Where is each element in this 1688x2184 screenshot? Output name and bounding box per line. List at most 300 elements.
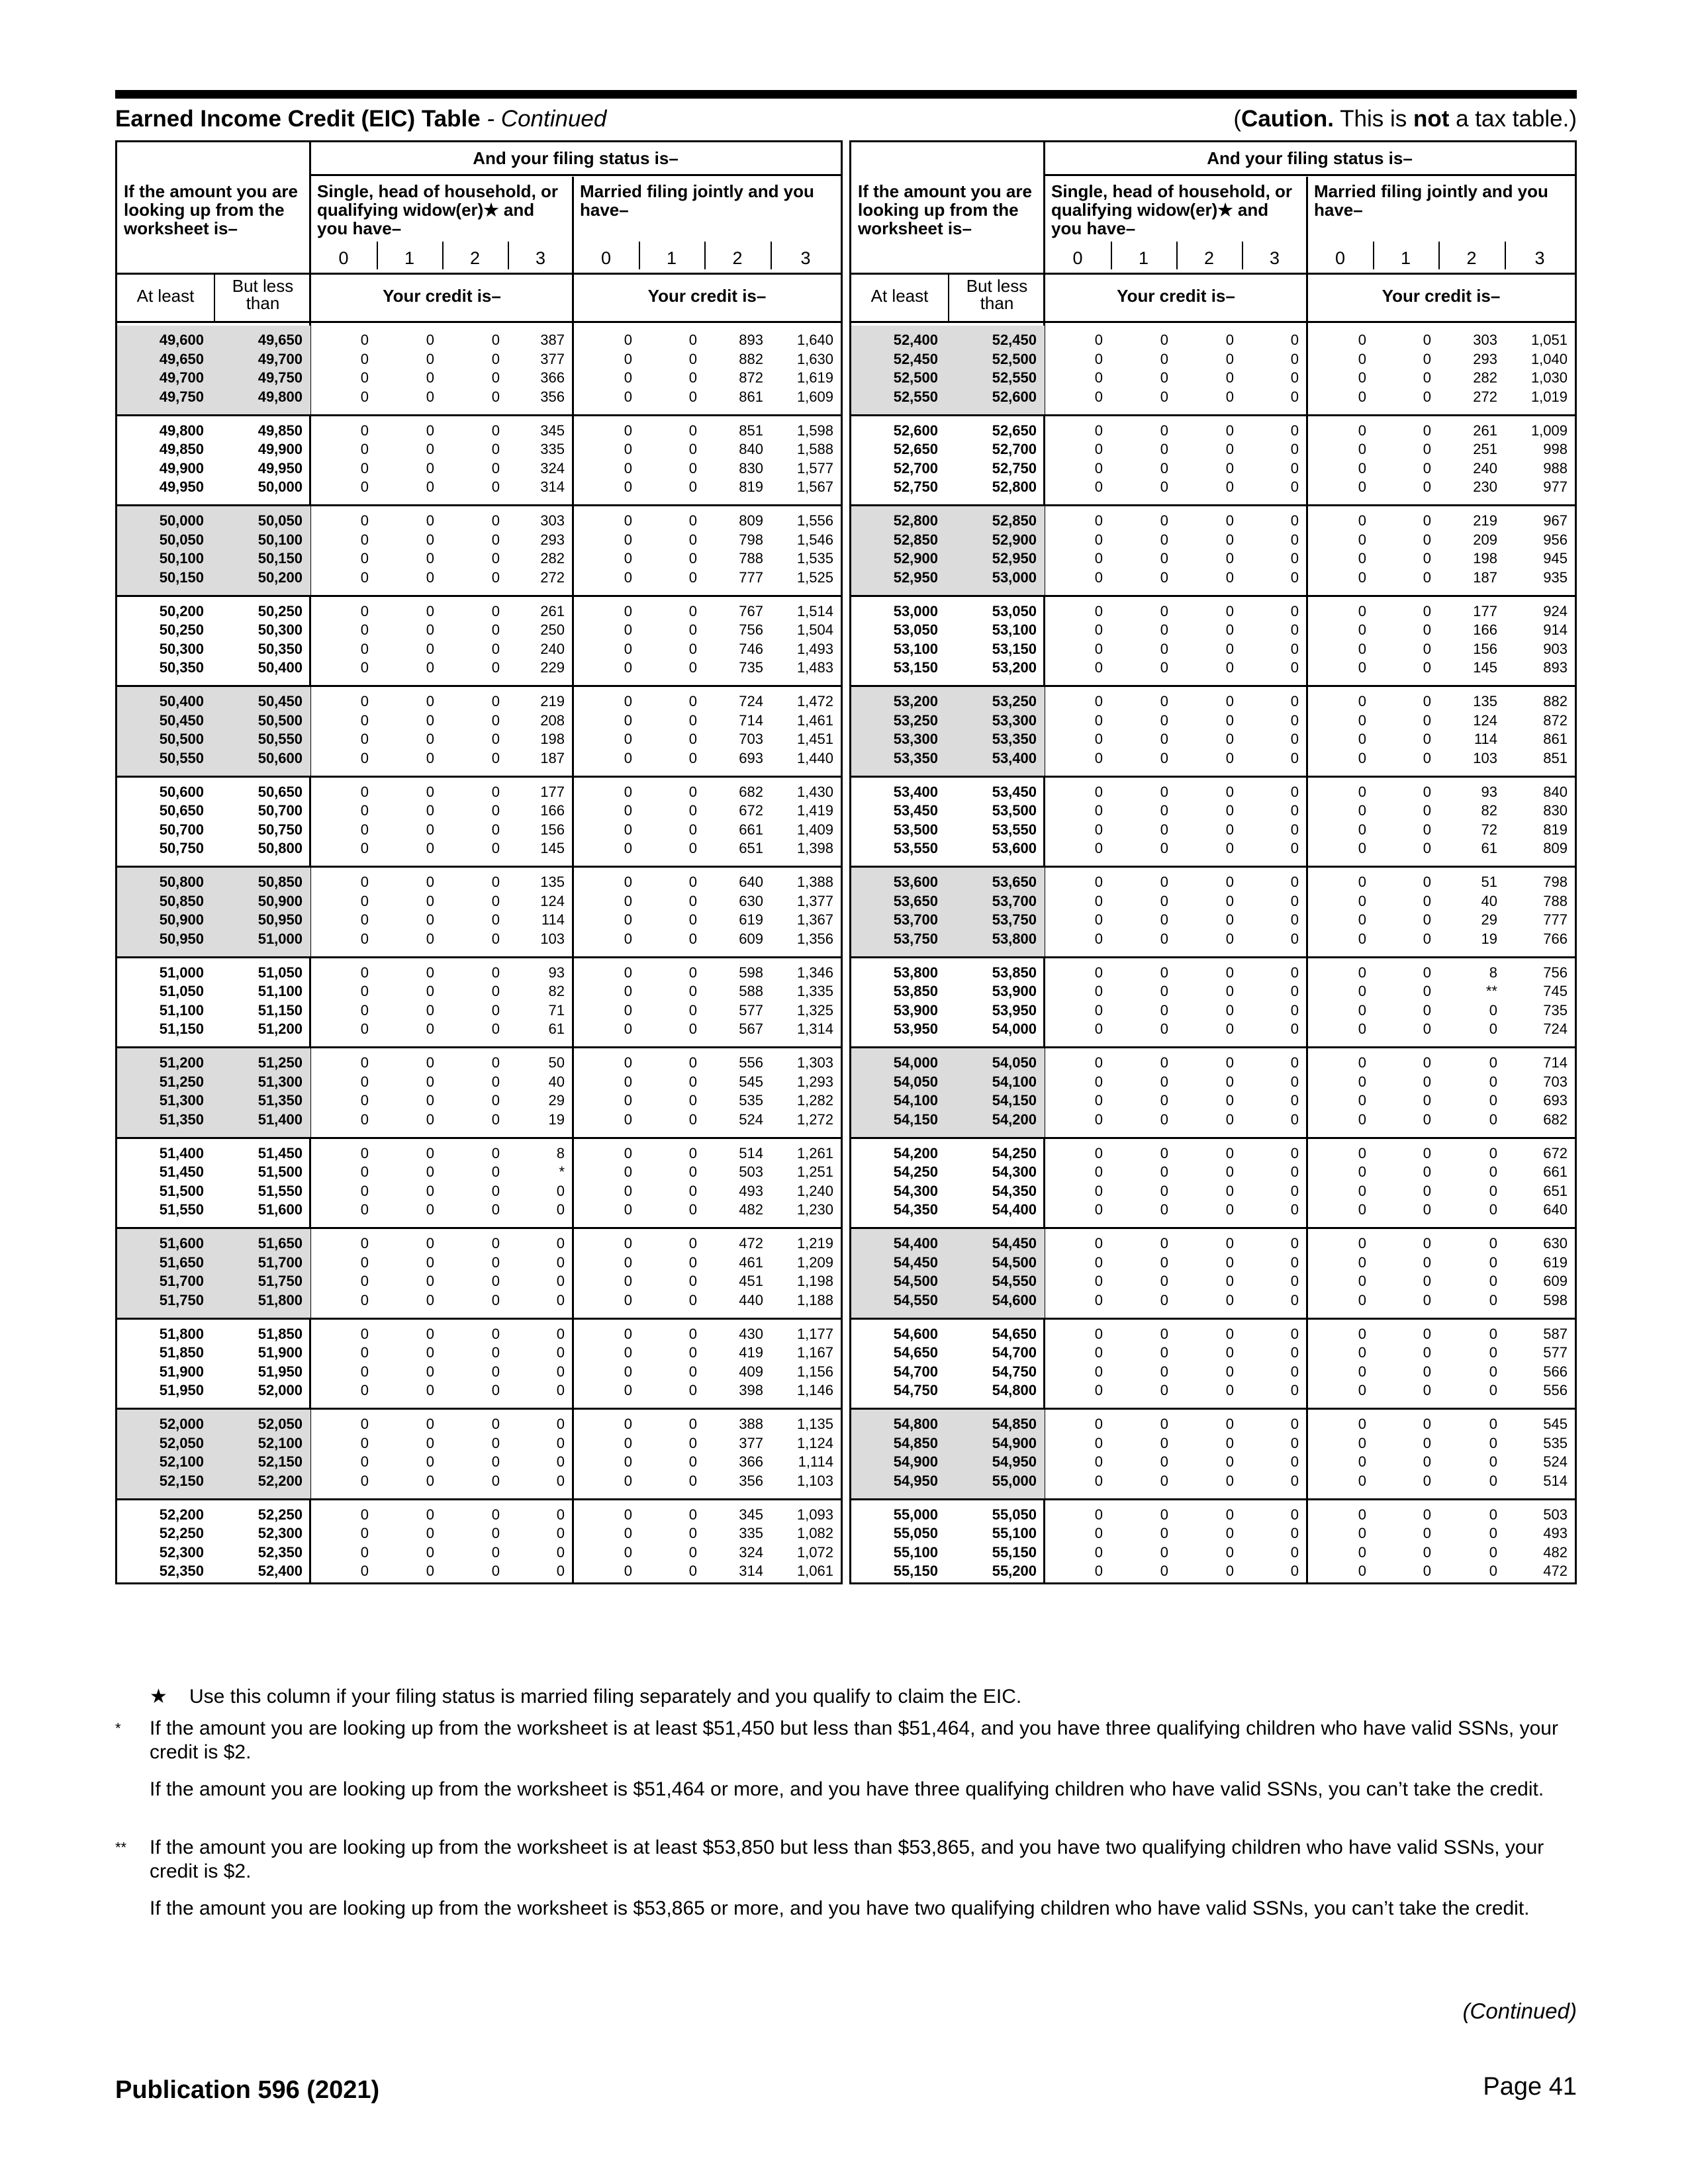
cell-at-least: 53,700 (893, 911, 938, 928)
cell-credit: 0 (1225, 1111, 1234, 1128)
cell-credit: 0 (360, 1325, 369, 1342)
cell-credit: 0 (556, 1291, 565, 1308)
cell-credit: 0 (688, 1325, 697, 1342)
cell-credit: 345 (739, 1506, 763, 1523)
cell-but-less: 51,650 (258, 1235, 303, 1251)
cell-credit: 619 (1543, 1253, 1568, 1271)
cell-credit: 619 (739, 911, 763, 928)
cell-credit: 0 (491, 711, 500, 729)
cell-credit: 324 (540, 459, 565, 477)
cell-at-least: 50,100 (159, 550, 204, 567)
cell-credit: 0 (1423, 821, 1431, 838)
cell-credit: 0 (1489, 1273, 1497, 1289)
cell-credit: 0 (624, 874, 632, 890)
cell-credit: 0 (1358, 1506, 1366, 1523)
cell-credit: 0 (491, 332, 500, 348)
cell-at-least: 54,000 (893, 1054, 938, 1071)
cell-but-less: 53,450 (992, 783, 1037, 800)
cell-credit: 545 (739, 1073, 763, 1090)
cell-credit: 0 (491, 783, 500, 800)
cell-credit: 240 (1473, 459, 1497, 477)
cell-credit: 0 (1160, 422, 1168, 439)
cell-but-less: 50,750 (258, 821, 303, 838)
cell-credit: 1,419 (796, 802, 833, 819)
cell-credit: 0 (624, 602, 632, 619)
cell-credit: 0 (624, 1021, 632, 1037)
cell-credit: 724 (1543, 1021, 1568, 1037)
footnote-single-mark: * (115, 1720, 121, 1737)
cell-credit: 0 (1094, 1525, 1103, 1541)
cell-credit: 609 (739, 930, 763, 947)
cell-credit: 567 (739, 1021, 763, 1037)
cell-credit: 0 (688, 1253, 697, 1271)
cell-credit: 1,009 (1530, 422, 1568, 439)
cell-credit: 1,356 (796, 930, 833, 947)
cell-credit: 0 (1160, 892, 1168, 909)
cell-credit: 0 (1160, 659, 1168, 676)
row-group (117, 1500, 841, 1589)
cell-credit: 0 (556, 1235, 565, 1251)
table-row (851, 478, 1575, 496)
cell-credit: 0 (624, 783, 632, 800)
cell-at-least: 51,500 (159, 1182, 204, 1199)
table-row (117, 911, 841, 929)
table-row (851, 930, 1575, 948)
table-row (851, 1325, 1575, 1343)
cell-credit: 0 (491, 478, 500, 495)
cell-credit: 1,251 (796, 1163, 833, 1180)
cell-credit: 0 (1423, 1163, 1431, 1180)
cell-at-least: 51,600 (159, 1235, 204, 1251)
cell-credit: 0 (1160, 1144, 1168, 1161)
cell-credit: 0 (360, 1021, 369, 1037)
table-row (851, 422, 1575, 440)
cell-credit: 0 (1358, 621, 1366, 638)
table-row (851, 1001, 1575, 1020)
cell-credit: 0 (426, 602, 434, 619)
table-row (851, 1343, 1575, 1362)
cell-credit: 0 (1225, 731, 1234, 747)
cell-credit: 0 (1094, 369, 1103, 386)
cell-credit: 0 (624, 749, 632, 766)
cell-credit: 0 (491, 350, 500, 367)
table-row (117, 801, 841, 820)
cell-credit: 0 (1489, 1182, 1497, 1199)
row-group (117, 868, 841, 956)
cell-credit: 0 (1358, 1472, 1366, 1489)
cell-but-less: 55,150 (992, 1543, 1037, 1561)
cell-credit: 661 (1543, 1163, 1568, 1180)
table-row (851, 1054, 1575, 1072)
cell-credit: 0 (624, 1563, 632, 1579)
table-row (851, 911, 1575, 929)
cell-credit: 0 (491, 422, 500, 439)
cell-at-least: 54,600 (893, 1325, 938, 1342)
cell-credit: 0 (624, 388, 632, 405)
star-icon: ★ (150, 1686, 167, 1707)
cell-credit: 0 (1225, 659, 1234, 676)
table-row (851, 388, 1575, 406)
cell-but-less: 54,200 (992, 1111, 1037, 1128)
cell-credit: 0 (1423, 840, 1431, 856)
cell-credit: 661 (739, 821, 763, 838)
cell-at-least: 51,650 (159, 1253, 204, 1271)
cell-credit: 0 (426, 711, 434, 729)
cell-credit: 651 (1543, 1182, 1568, 1199)
cell-credit: 0 (491, 930, 500, 947)
cell-credit: 0 (1094, 478, 1103, 495)
footnote-single-text-1: If the amount you are looking up from the worksheet is at least $51,450 but less than $51,464, and you have three qualifying children who have valid SSNs, your credit is $2. (150, 1717, 1558, 1763)
cell-credit: 0 (1358, 911, 1366, 928)
cell-credit: 0 (1358, 840, 1366, 856)
cell-credit: 0 (1225, 1506, 1234, 1523)
cell-credit: 0 (688, 1291, 697, 1308)
cell-credit: 945 (1543, 550, 1568, 567)
cell-credit: 0 (1290, 1021, 1299, 1037)
married-credit-heading: Your credit is– (647, 286, 767, 306)
cell-at-least: 53,850 (893, 983, 938, 999)
cell-credit: 0 (624, 621, 632, 638)
cell-credit: 0 (1160, 1111, 1168, 1128)
cell-at-least: 49,700 (159, 369, 204, 386)
cell-credit: 0 (360, 1092, 369, 1109)
cell-credit: 0 (426, 892, 434, 909)
cell-credit: 409 (739, 1363, 763, 1380)
cell-credit: 0 (1290, 1111, 1299, 1128)
cell-credit: 0 (1225, 550, 1234, 567)
cell-credit: 388 (739, 1416, 763, 1432)
table-row (117, 711, 841, 730)
cell-credit: 0 (426, 1235, 434, 1251)
row-group (117, 326, 841, 414)
cell-credit: 0 (1358, 821, 1366, 838)
cell-but-less: 51,950 (258, 1363, 303, 1380)
cell-credit: 0 (360, 1235, 369, 1251)
cell-credit: 0 (491, 1416, 500, 1432)
cell-credit: 0 (688, 531, 697, 548)
table-row (851, 1234, 1575, 1253)
row-group (851, 868, 1575, 956)
cell-credit: 0 (1160, 640, 1168, 657)
cell-at-least: 51,050 (159, 983, 204, 999)
cell-credit: 250 (540, 621, 565, 638)
cell-credit: 0 (556, 1382, 565, 1398)
cell-credit: 1,230 (796, 1201, 833, 1218)
cell-credit: 0 (624, 1291, 632, 1308)
cell-credit: 0 (1160, 1201, 1168, 1218)
cell-credit: 0 (1358, 1235, 1366, 1251)
cell-credit: 1,451 (796, 731, 833, 747)
cell-credit: 766 (1543, 930, 1568, 947)
cell-at-least: 55,050 (893, 1525, 938, 1541)
cell-credit: 135 (1473, 693, 1497, 709)
row-group (851, 326, 1575, 414)
cell-credit: 1,167 (796, 1344, 833, 1361)
cell-credit: 830 (739, 459, 763, 477)
cell-credit: 0 (556, 1543, 565, 1561)
cell-credit: 0 (556, 1472, 565, 1489)
cell-credit: 0 (1423, 1563, 1431, 1579)
cell-credit: 703 (1543, 1073, 1568, 1090)
cell-credit: 0 (1423, 1506, 1431, 1523)
table-row (117, 602, 841, 621)
footnote-single-text-2: If the amount you are looking up from the worksheet is $51,464 or more, and you have three qualifying children who have valid SSNs, you can’t take the credit. (150, 1778, 1544, 1800)
cell-credit: 0 (1225, 1563, 1234, 1579)
table-row (117, 892, 841, 911)
cell-credit: 0 (624, 892, 632, 909)
cell-credit: 0 (1160, 911, 1168, 928)
cell-credit: 0 (688, 964, 697, 981)
cell-at-least: 53,050 (893, 621, 938, 638)
cell-at-least: 54,900 (893, 1453, 938, 1470)
married-heading: Married filing jointly and you have– (1314, 181, 1548, 220)
cell-credit: 0 (1423, 621, 1431, 638)
cell-credit: 0 (426, 1543, 434, 1561)
cell-but-less: 54,100 (992, 1073, 1037, 1090)
cell-credit: 0 (624, 1235, 632, 1251)
cell-credit: 240 (540, 640, 565, 657)
cell-credit: 145 (540, 840, 565, 856)
cell-but-less: 50,250 (258, 602, 303, 619)
cell-credit: 0 (688, 1382, 697, 1398)
cell-credit: 0 (624, 840, 632, 856)
cell-credit: 0 (1423, 1416, 1431, 1432)
cell-but-less: 50,400 (258, 659, 303, 676)
cell-credit: 0 (491, 1163, 500, 1180)
cell-credit: 0 (426, 621, 434, 638)
cell-credit: 93 (548, 964, 565, 981)
cell-credit: 798 (1543, 874, 1568, 890)
amount-split (948, 274, 949, 322)
cell-credit: 0 (556, 1253, 565, 1271)
cell-credit: 1,198 (796, 1273, 833, 1289)
cell-credit: 0 (1423, 1144, 1431, 1161)
cell-credit: 0 (1160, 512, 1168, 529)
cell-credit: 1,525 (796, 569, 833, 586)
cell-but-less: 50,550 (258, 731, 303, 747)
cell-credit: 0 (491, 388, 500, 405)
cell-but-less: 52,850 (992, 512, 1037, 529)
cell-credit: 0 (491, 821, 500, 838)
cell-credit: 0 (1160, 1163, 1168, 1180)
cell-credit: 0 (624, 1273, 632, 1289)
cell-credit: 0 (1290, 1543, 1299, 1561)
table-row (117, 621, 841, 639)
cell-credit: 0 (1225, 388, 1234, 405)
cell-credit: 1,314 (796, 1021, 833, 1037)
cell-credit: 0 (1160, 1382, 1168, 1398)
cell-credit: 0 (1160, 1325, 1168, 1342)
table-row (117, 1272, 841, 1291)
married-children-3: 3 (800, 248, 811, 268)
cell-at-least: 50,400 (159, 693, 204, 709)
table-row (851, 964, 1575, 982)
cell-credit: 0 (624, 332, 632, 348)
cell-credit: 0 (1358, 964, 1366, 981)
cell-credit: 0 (1423, 1291, 1431, 1308)
cell-credit: 398 (739, 1382, 763, 1398)
cell-credit: 0 (426, 1325, 434, 1342)
cell-credit: 0 (1225, 1344, 1234, 1361)
table-row (851, 839, 1575, 858)
cell-credit: 0 (1358, 388, 1366, 405)
cell-credit: 419 (739, 1344, 763, 1361)
status-underline (310, 174, 843, 176)
at-least-heading: At least (870, 286, 929, 306)
cell-credit: 261 (1473, 422, 1497, 439)
cell-but-less: 53,100 (992, 621, 1037, 638)
cell-at-least: 50,250 (159, 621, 204, 638)
cell-credit: 0 (1160, 1434, 1168, 1451)
cell-credit: 0 (1094, 550, 1103, 567)
cell-credit: 0 (360, 930, 369, 947)
cell-credit: 1,640 (796, 332, 833, 348)
cell-credit: 0 (1358, 1273, 1366, 1289)
cell-credit: 977 (1543, 478, 1568, 495)
cell-credit: 0 (1423, 693, 1431, 709)
cell-credit: 0 (1225, 1363, 1234, 1380)
cell-credit: 0 (624, 1001, 632, 1019)
table-row (851, 1144, 1575, 1163)
cell-credit: 1,261 (796, 1144, 833, 1161)
cell-credit: 0 (1094, 1253, 1103, 1271)
cell-credit: 0 (1423, 783, 1431, 800)
cell-credit: 0 (1160, 1506, 1168, 1523)
cell-credit: 0 (1160, 749, 1168, 766)
cell-but-less: 50,850 (258, 874, 303, 890)
cell-credit: 0 (1225, 1092, 1234, 1109)
cell-credit: 0 (1094, 1021, 1103, 1037)
cell-credit: 0 (1358, 1434, 1366, 1451)
cell-credit: 0 (1423, 1182, 1431, 1199)
cell-credit: 1,282 (796, 1092, 833, 1109)
cell-credit: 0 (426, 478, 434, 495)
cell-credit: 0 (426, 659, 434, 676)
cell-credit: 0 (1489, 1111, 1497, 1128)
cell-at-least: 50,700 (159, 821, 204, 838)
cell-but-less: 51,700 (258, 1253, 303, 1271)
cell-credit: 0 (556, 1344, 565, 1361)
table-row (117, 388, 841, 406)
cell-credit: 0 (1094, 1291, 1103, 1308)
cell-credit: 0 (1160, 693, 1168, 709)
cell-credit: 440 (739, 1291, 763, 1308)
cell-at-least: 49,750 (159, 388, 204, 405)
cell-credit: 0 (1225, 602, 1234, 619)
cell-credit: 0 (360, 983, 369, 999)
cell-at-least: 54,450 (893, 1253, 938, 1271)
cell-credit: 303 (540, 512, 565, 529)
cell-credit: 956 (1543, 531, 1568, 548)
cell-credit: 0 (688, 1144, 697, 1161)
cell-credit: 19 (548, 1111, 565, 1128)
cell-credit: 0 (1160, 1054, 1168, 1071)
cell-credit: 0 (1489, 1363, 1497, 1380)
cell-credit: 0 (1358, 350, 1366, 367)
cell-credit: 0 (1225, 1001, 1234, 1019)
cell-credit: 0 (360, 1291, 369, 1308)
cell-credit: 0 (1423, 550, 1431, 567)
cell-credit: 0 (426, 1416, 434, 1432)
table-row (117, 1543, 841, 1562)
cell-credit: 451 (739, 1273, 763, 1289)
cell-credit: 0 (491, 1291, 500, 1308)
cell-credit: 0 (1423, 569, 1431, 586)
cell-credit: 0 (1160, 783, 1168, 800)
cell-but-less: 54,050 (992, 1054, 1037, 1071)
married-children-1: 1 (666, 248, 677, 268)
cell-credit: 0 (1290, 640, 1299, 657)
cell-credit: 72 (1481, 821, 1497, 838)
header-bottom-rule-2 (117, 321, 841, 323)
cell-but-less: 50,650 (258, 783, 303, 800)
cell-credit: 177 (1473, 602, 1497, 619)
cell-but-less: 50,700 (258, 802, 303, 819)
cell-credit: 0 (1358, 459, 1366, 477)
cell-credit: 0 (1290, 693, 1299, 709)
cell-but-less: 52,550 (992, 369, 1037, 386)
cell-credit: 851 (739, 422, 763, 439)
cell-credit: 0 (1094, 441, 1103, 457)
table-row (851, 749, 1575, 768)
cell-credit: 0 (360, 1453, 369, 1470)
cell-credit: 0 (688, 350, 697, 367)
cell-at-least: 51,150 (159, 1021, 204, 1037)
cell-credit: 0 (1225, 531, 1234, 548)
cell-at-least: 53,200 (893, 693, 938, 709)
cell-credit: 324 (739, 1543, 763, 1561)
table-row (851, 621, 1575, 639)
cell-but-less: 52,200 (258, 1472, 303, 1489)
cell-credit: 0 (491, 802, 500, 819)
cell-credit: 0 (1160, 602, 1168, 619)
cell-credit: 0 (1290, 1235, 1299, 1251)
cell-credit: 0 (624, 930, 632, 947)
cell-credit: 598 (739, 964, 763, 981)
cell-credit: 0 (1225, 478, 1234, 495)
table-row (117, 1201, 841, 1219)
cell-but-less: 55,200 (992, 1563, 1037, 1579)
cell-credit: 0 (1094, 1182, 1103, 1199)
cell-but-less: 51,450 (258, 1144, 303, 1161)
cell-at-least: 54,300 (893, 1182, 938, 1199)
cell-at-least: 51,850 (159, 1344, 204, 1361)
cell-credit: 872 (1543, 711, 1568, 729)
cell-credit: 0 (1489, 1344, 1497, 1361)
cell-credit: 124 (540, 892, 565, 909)
cell-at-least: 52,050 (159, 1434, 204, 1451)
cell-but-less: 51,850 (258, 1325, 303, 1342)
row-group (851, 687, 1575, 776)
cell-but-less: 50,450 (258, 693, 303, 709)
cell-credit: 0 (1423, 1382, 1431, 1398)
table-row (851, 982, 1575, 1001)
cell-credit: 0 (360, 1182, 369, 1199)
married-children-3: 3 (1534, 248, 1545, 268)
cell-credit: 0 (1423, 1543, 1431, 1561)
cell-credit: 0 (624, 802, 632, 819)
cell-credit: 0 (1225, 369, 1234, 386)
cell-credit: 0 (1423, 1363, 1431, 1380)
cell-credit: 0 (360, 821, 369, 838)
cell-credit: 0 (360, 441, 369, 457)
cell-credit: 819 (1543, 821, 1568, 838)
cell-at-least: 54,650 (893, 1344, 938, 1361)
cell-at-least: 51,450 (159, 1163, 204, 1180)
cell-credit: 124 (1473, 711, 1497, 729)
cell-credit: 0 (556, 1563, 565, 1579)
row-group (851, 1410, 1575, 1498)
